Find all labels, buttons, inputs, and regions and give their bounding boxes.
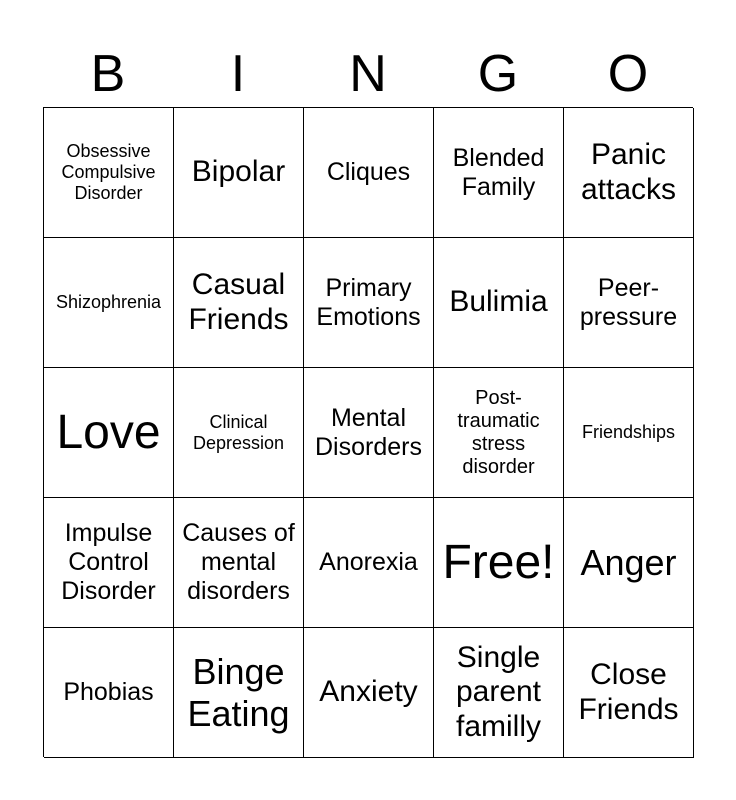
bingo-cell-r4-c3[interactable] [304, 498, 434, 628]
cell-label: Primary Emotions [316, 273, 421, 331]
header-letter-n: N [349, 45, 387, 103]
cell-label: Anger [580, 541, 677, 583]
cell-label: Causes of mental disorders [182, 519, 295, 605]
cell-label: Free! [442, 535, 555, 589]
cell-label: Casual Friends [188, 268, 289, 336]
bingo-cell-r5-c5[interactable] [564, 628, 694, 758]
cell-label: Post-traumatic stress disorder [457, 386, 540, 478]
cell-label: Impulse Control Disorder [61, 519, 156, 605]
cell-label: Close Friends [578, 658, 679, 726]
bingo-cell-r1-c3[interactable] [304, 108, 434, 238]
bingo-cell-r5-c2[interactable] [174, 628, 304, 758]
bingo-cell-r2-c2[interactable] [174, 238, 304, 368]
bingo-cell-r5-c4[interactable] [434, 628, 564, 758]
bingo-cell-r3-c1[interactable] [44, 368, 174, 498]
cell-label: Anxiety [319, 675, 418, 709]
cell-label: Panic attacks [580, 138, 677, 206]
bingo-cell-r3-c4[interactable] [434, 368, 564, 498]
cell-label: Phobias [63, 678, 154, 707]
bingo-cell-r1-c5[interactable] [564, 108, 694, 238]
cell-label: Single parent familly [455, 640, 542, 743]
bingo-cell-r5-c1[interactable] [44, 628, 174, 758]
header-letter-i: I [230, 45, 246, 103]
cell-label: Anorexia [319, 548, 418, 577]
cell-label: Friendships [581, 422, 676, 443]
cell-label: Obsessive Compulsive Disorder [61, 141, 156, 203]
header-letter-b: B [90, 45, 126, 103]
bingo-cell-r2-c4[interactable] [434, 238, 564, 368]
bingo-cell-r1-c2[interactable] [174, 108, 304, 238]
cell-label: Clinical Depression [192, 411, 285, 453]
bingo-cell-r4-c5[interactable] [564, 498, 694, 628]
bingo-header [43, 40, 693, 108]
bingo-cell-r2-c5[interactable] [564, 238, 694, 368]
cell-label: Bulimia [449, 285, 548, 319]
cell-label: Shizophrenia [55, 292, 162, 313]
cell-label: Bipolar [191, 155, 286, 189]
bingo-grid [43, 107, 693, 757]
bingo-cell-r5-c3[interactable] [304, 628, 434, 758]
bingo-cell-r3-c5[interactable] [564, 368, 694, 498]
cell-label: Love [56, 405, 161, 459]
bingo-cell-r4-c4[interactable] [434, 498, 564, 628]
bingo-cell-r3-c2[interactable] [174, 368, 304, 498]
header-letter-g: G [477, 45, 519, 103]
cell-label: Mental Disorders [315, 403, 422, 461]
bingo-cell-r4-c2[interactable] [174, 498, 304, 628]
bingo-cell-r1-c1[interactable] [44, 108, 174, 238]
cell-label: Blended Family [452, 143, 545, 201]
cell-label: Binge Eating [187, 651, 290, 734]
header-letter-o: O [607, 45, 649, 103]
bingo-cell-r4-c1[interactable] [44, 498, 174, 628]
bingo-cell-r3-c3[interactable] [304, 368, 434, 498]
bingo-cell-r2-c3[interactable] [304, 238, 434, 368]
bingo-cell-r1-c4[interactable] [434, 108, 564, 238]
cell-label: Cliques [326, 158, 411, 187]
bingo-cell-r2-c1[interactable] [44, 238, 174, 368]
cell-label: Peer-pressure [579, 273, 678, 331]
